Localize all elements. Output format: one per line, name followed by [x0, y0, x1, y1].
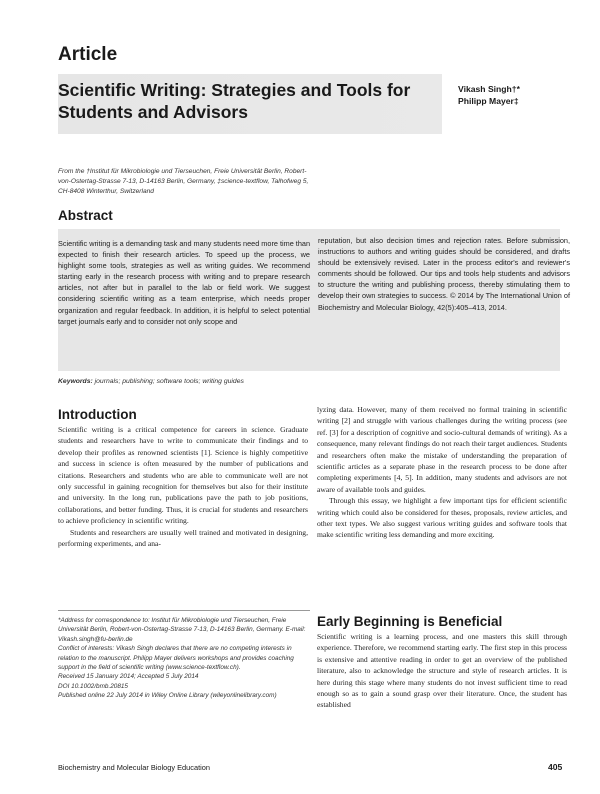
paragraph: lyzing data. However, many of them received no formal training in scientific writing [2] and struggle with various challenges during the writing process (see ref. [3] for a description of cognitive and socio-cultural demands of writing). As a consequence, many relevant findings do not reach their target audiences. Students and researchers often make the mistake of understanding the preparation of scientific articles as a separate phase in the research process to be done after completing experiments [4, 5]. In addition, many students and advisors are not aware of available tools and guides. [317, 405, 567, 494]
footnotes [58, 616, 310, 701]
affiliation-text: From the †Institut für Mikrobiologie und Tierseuchen, Freie Universität Berlin, Robert-von-Ostertag-Strasse 7-13, D-14163 Berlin, Germany, ‡science-textflow, Talhofweg 5, CH-8408 Winterthur, Switzerland [58, 168, 309, 195]
abstract-text-right: reputation, but also decision times and rejection rates. Before submission, instructions to authors and writing guides should be considered, and drafts should be extensively revised. Later in the process editor's and reviewer's comments should be followed. Our tips and tools help students and advisors to structure the writing and publishing process, thereby stimulating them to develop their own strategies to success. © 2014 by The International Union of Biochemistry and Molecular Biology, 42(5):405–413, 2014. [318, 236, 570, 312]
introduction-right-column [317, 404, 567, 541]
author-name: Vikash Singh†* [458, 84, 520, 94]
keywords-text: journals; publishing; software tools; writing guides [94, 378, 244, 385]
footnote-received: Received 15 January 2014; Accepted 5 July 2014 [58, 673, 199, 681]
paragraph: Students and researchers are usually well trained and motivated in designing, performing experiments, and ana- [58, 527, 308, 549]
paragraph: Scientific writing is a critical competence for careers in science. Graduate students and researchers have to write to communicate their findings and to develop their profiles as renowned scientists [1]. Science is highly competitive and success in science is often measured by the number of publications and citations. Researchers and students who are able to communicate well are not only successful in gaining recognition for themselves but also for their institute and university. In the long run, publications pave the path to job positions, collaborations, and better funding. Thus, it is crucial for students and researchers to achieve proficiency in scientific writing. [58, 425, 308, 526]
paragraph: Scientific writing is a learning process, and one masters this skill through experience. Therefore, we recommend starting early. The first step in this process is extensive and attentive reading in order to get an overview of the published literature, also to acknowledge the structure and style of research articles. It is here during this stage where many students do not invest sufficient time to read enough so as to gain a sound grasp over their literature. Once, the student has established [317, 632, 567, 710]
introduction-heading: Introduction [58, 407, 137, 422]
footnote-conflict: Conflict of interests: Vikash Singh declares that there are no competing interests in relation to the manuscript. Philipp Mayer delivers workshops and provides coaching support in the field of scientific writing (www.science-textflow.ch). [58, 645, 294, 672]
footnote-divider [58, 610, 310, 611]
footnote-address: *Address for correspondence to: Institut für Mikrobiologie und Tierseuchen, Freie Universität Berlin, Robert-von-Ostertag-Strasse 7-13, D-14163 Berlin, Germany. E-mail: Vikash.singh@fu-berlin.de [58, 617, 306, 643]
author-name: Philipp Mayer‡ [458, 96, 519, 106]
footnote-doi: DOI 10.1002/bmb.20815 [58, 682, 128, 690]
abstract-heading: Abstract [58, 208, 113, 223]
author-list [458, 83, 520, 107]
footnote-published: Published online 22 July 2014 in Wiley Online Library (wileyonlinelibrary.com) [58, 692, 277, 700]
journal-name: Biochemistry and Molecular Biology Education [58, 763, 210, 772]
article-title: Scientific Writing: Strategies and Tools for Students and Advisors [58, 80, 411, 122]
page-number: 405 [548, 762, 563, 772]
abstract-text-left: Scientific writing is a demanding task and many students need more time than expected to finish their research articles. To speed up the process, we highlight some tools, strategies as well as writing guides. We recommend starting early in the research process with writing and to prepare research articles, not after but in parallel to the lab or field work. We suggest considering scientific writing as a team enterprise, which needs proper organization and regular feedback. In addition, it is helpful to select potential target journals early and to consider not only scope and [58, 239, 310, 326]
introduction-left-column [58, 424, 308, 549]
early-beginning-heading: Early Beginning is Beneficial [317, 614, 503, 629]
keywords-label: Keywords: [58, 378, 93, 385]
keywords [58, 378, 244, 385]
early-beginning-column [317, 631, 567, 711]
paragraph: Through this essay, we highlight a few important tips for efficient scientific writing which could also be considered for theses, proposals, review articles, and other text types. We also suggest various writing guides and software tools that make scientific writing less demanding and more exciting. [317, 496, 567, 540]
article-type-label: Article [58, 44, 118, 65]
